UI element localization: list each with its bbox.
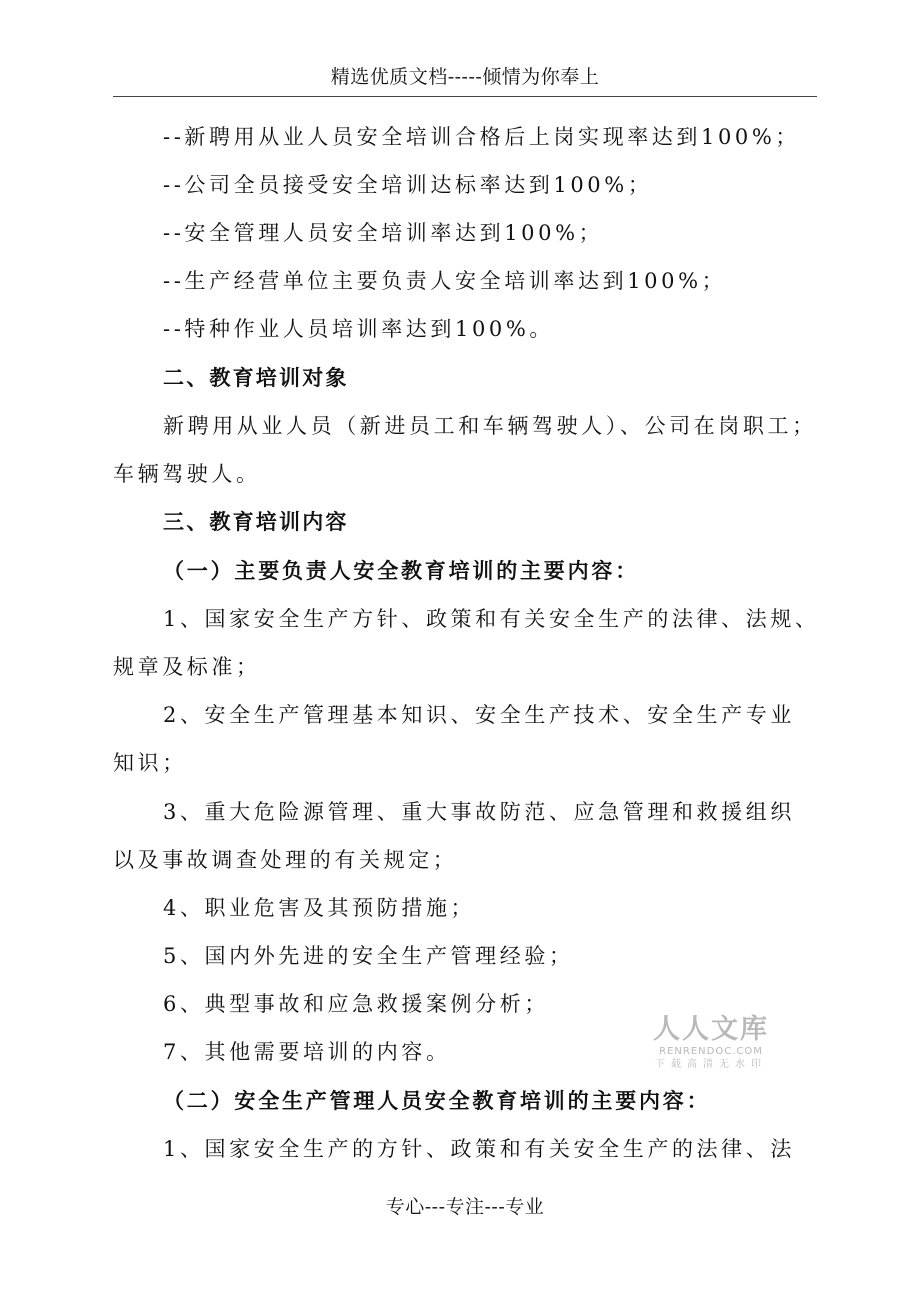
item-1-line-2: 规章及标准； [113,655,261,679]
section-3-heading: 三、教育培训内容 [163,510,349,534]
target-line-2: --公司全员接受安全培训达标率达到100%； [163,173,653,197]
item-4: 4、职业危害及其预防措施； [163,896,476,920]
watermark [648,1014,774,1071]
item-3-line-1: 3、重大危险源管理、重大事故防范、应急管理和救援组织 [163,800,795,824]
item-7: 7、其他需要培训的内容。 [163,1040,451,1064]
target-line-4: --生产经营单位主要负责人安全培训率达到100%； [163,269,727,293]
target-line-3: --安全管理人员安全培训率达到100%； [163,221,604,245]
item-5: 5、国内外先进的安全生产管理经验； [163,944,574,968]
section-2-paragraph-line-1: 新聘用从业人员（新进员工和车辆驾驶人）、公司在岗职工； [163,414,817,438]
subsection-2-item-1-line-1: 1、国家安全生产的方针、政策和有关安全生产的法律、法 [163,1137,795,1161]
target-line-5: --特种作业人员培训率达到100%。 [163,317,555,341]
subsection-1-heading: （一）主要负责人安全教育培训的主要内容： [163,558,639,583]
header-divider [113,96,817,97]
item-2-line-2: 知识； [113,751,187,775]
subsection-2-heading: （二）安全生产管理人员安全教育培训的主要内容： [163,1088,711,1113]
section-2-heading: 二、教育培训对象 [163,366,349,390]
watermark-subtitle: 下载高清无水印 [655,1059,767,1070]
item-3-line-2: 以及事故调查处理的有关规定； [113,848,458,872]
watermark-domain: RENRENDOC.COM [659,1046,763,1057]
target-line-1: --新聘用从业人员安全培训合格后上岗实现率达到100%； [163,125,801,149]
page-footer: 专心---专注---专业 [385,1196,545,1218]
section-2-paragraph-line-2: 车辆驾驶人。 [113,462,261,486]
page-header: 精选优质文档-----倾情为你奉上 [330,66,600,88]
item-2-line-1: 2、安全生产管理基本知识、安全生产技术、安全生产专业 [163,703,795,727]
watermark-title: 人人文库 [653,1014,769,1045]
item-1-line-1: 1、国家安全生产方针、政策和有关安全生产的法律、法规、 [163,607,820,631]
item-6: 6、典型事故和应急救援案例分析； [163,992,549,1016]
